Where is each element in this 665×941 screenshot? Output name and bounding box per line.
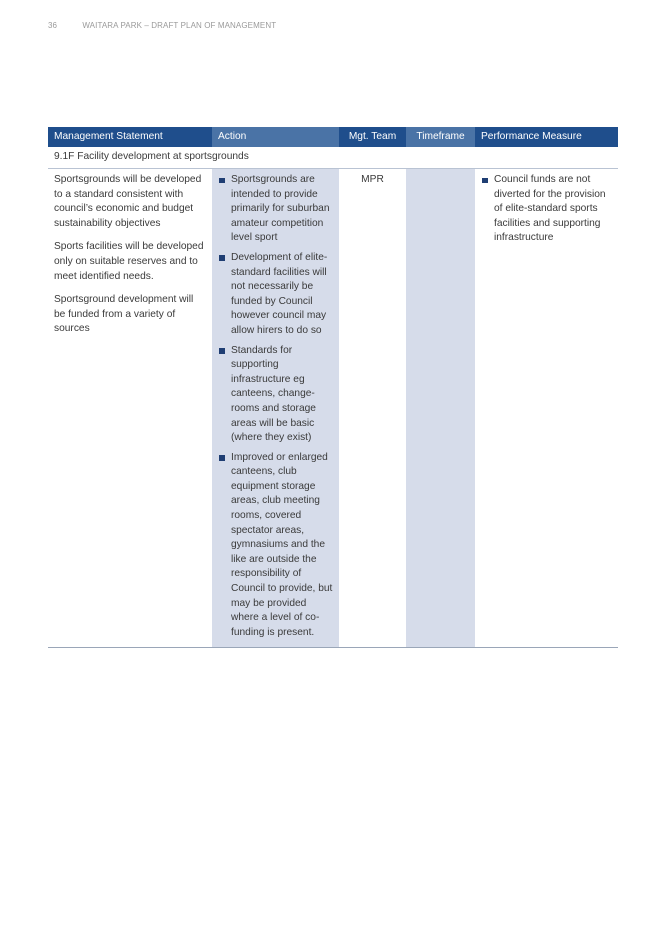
column-header-action: Action	[212, 127, 339, 147]
action-text: Standards for supporting infrastructure eg canteens, change-rooms and storage areas will be basic (where they exist)	[231, 344, 316, 444]
column-header-management-statement: Management Statement	[48, 127, 212, 147]
column-header-mgt-team: Mgt. Team	[339, 127, 406, 147]
action-item	[218, 451, 333, 641]
bullet-square-icon	[219, 348, 225, 354]
action-cell	[212, 169, 339, 648]
page-number: 36	[48, 21, 58, 30]
management-statement-cell	[48, 169, 212, 648]
action-item	[218, 173, 333, 246]
performance-measure-text: Council funds are not diverted for the provision of elite-standard sports facilities and supporting infrastructure	[494, 174, 606, 244]
bullet-square-icon	[219, 178, 225, 184]
table-row	[48, 169, 618, 648]
column-header-timeframe: Timeframe	[406, 127, 475, 147]
table-header-row	[48, 127, 618, 147]
management-table	[48, 127, 618, 648]
action-text: Improved or enlarged canteens, club equipment storage areas, club meeting rooms, covered spectator areas, gymnasiums and the like are outside the responsibility of Council to provide, but may be provided where a level of co-funding is present.	[231, 451, 333, 638]
section-title: 9.1F Facility development at sportsgrounds	[48, 147, 618, 169]
management-statement-text: Sportsground development will be funded from a variety of sources	[54, 294, 194, 335]
action-text: Development of elite-standard facilities will not necessarily be funded by Council however council may allow hirers to do so	[231, 251, 328, 336]
action-item	[218, 251, 333, 339]
column-header-performance-measure: Performance Measure	[475, 127, 618, 147]
mgt-team-cell: MPR	[339, 169, 406, 648]
performance-measure-cell	[475, 169, 618, 648]
management-statement-text: Sports facilities will be developed only on suitable reserves and to meet identified needs.	[54, 241, 204, 282]
performance-measure-item	[481, 173, 612, 246]
section-row	[48, 147, 618, 169]
page-header	[48, 21, 276, 30]
bullet-square-icon	[219, 255, 225, 261]
management-statement-text: Sportsgrounds will be developed to a standard consistent with council’s economic and budget sustainability objectives	[54, 174, 202, 229]
timeframe-cell	[406, 169, 475, 648]
action-list	[218, 173, 333, 640]
performance-measure-list	[481, 173, 612, 246]
bullet-square-icon	[482, 178, 488, 184]
action-item	[218, 344, 333, 446]
bullet-square-icon	[219, 455, 225, 461]
document-title: WAITARA PARK – DRAFT PLAN OF MANAGEMENT	[82, 21, 277, 30]
action-text: Sportsgrounds are intended to provide primarily for suburban amateur competition level sport	[231, 174, 330, 244]
